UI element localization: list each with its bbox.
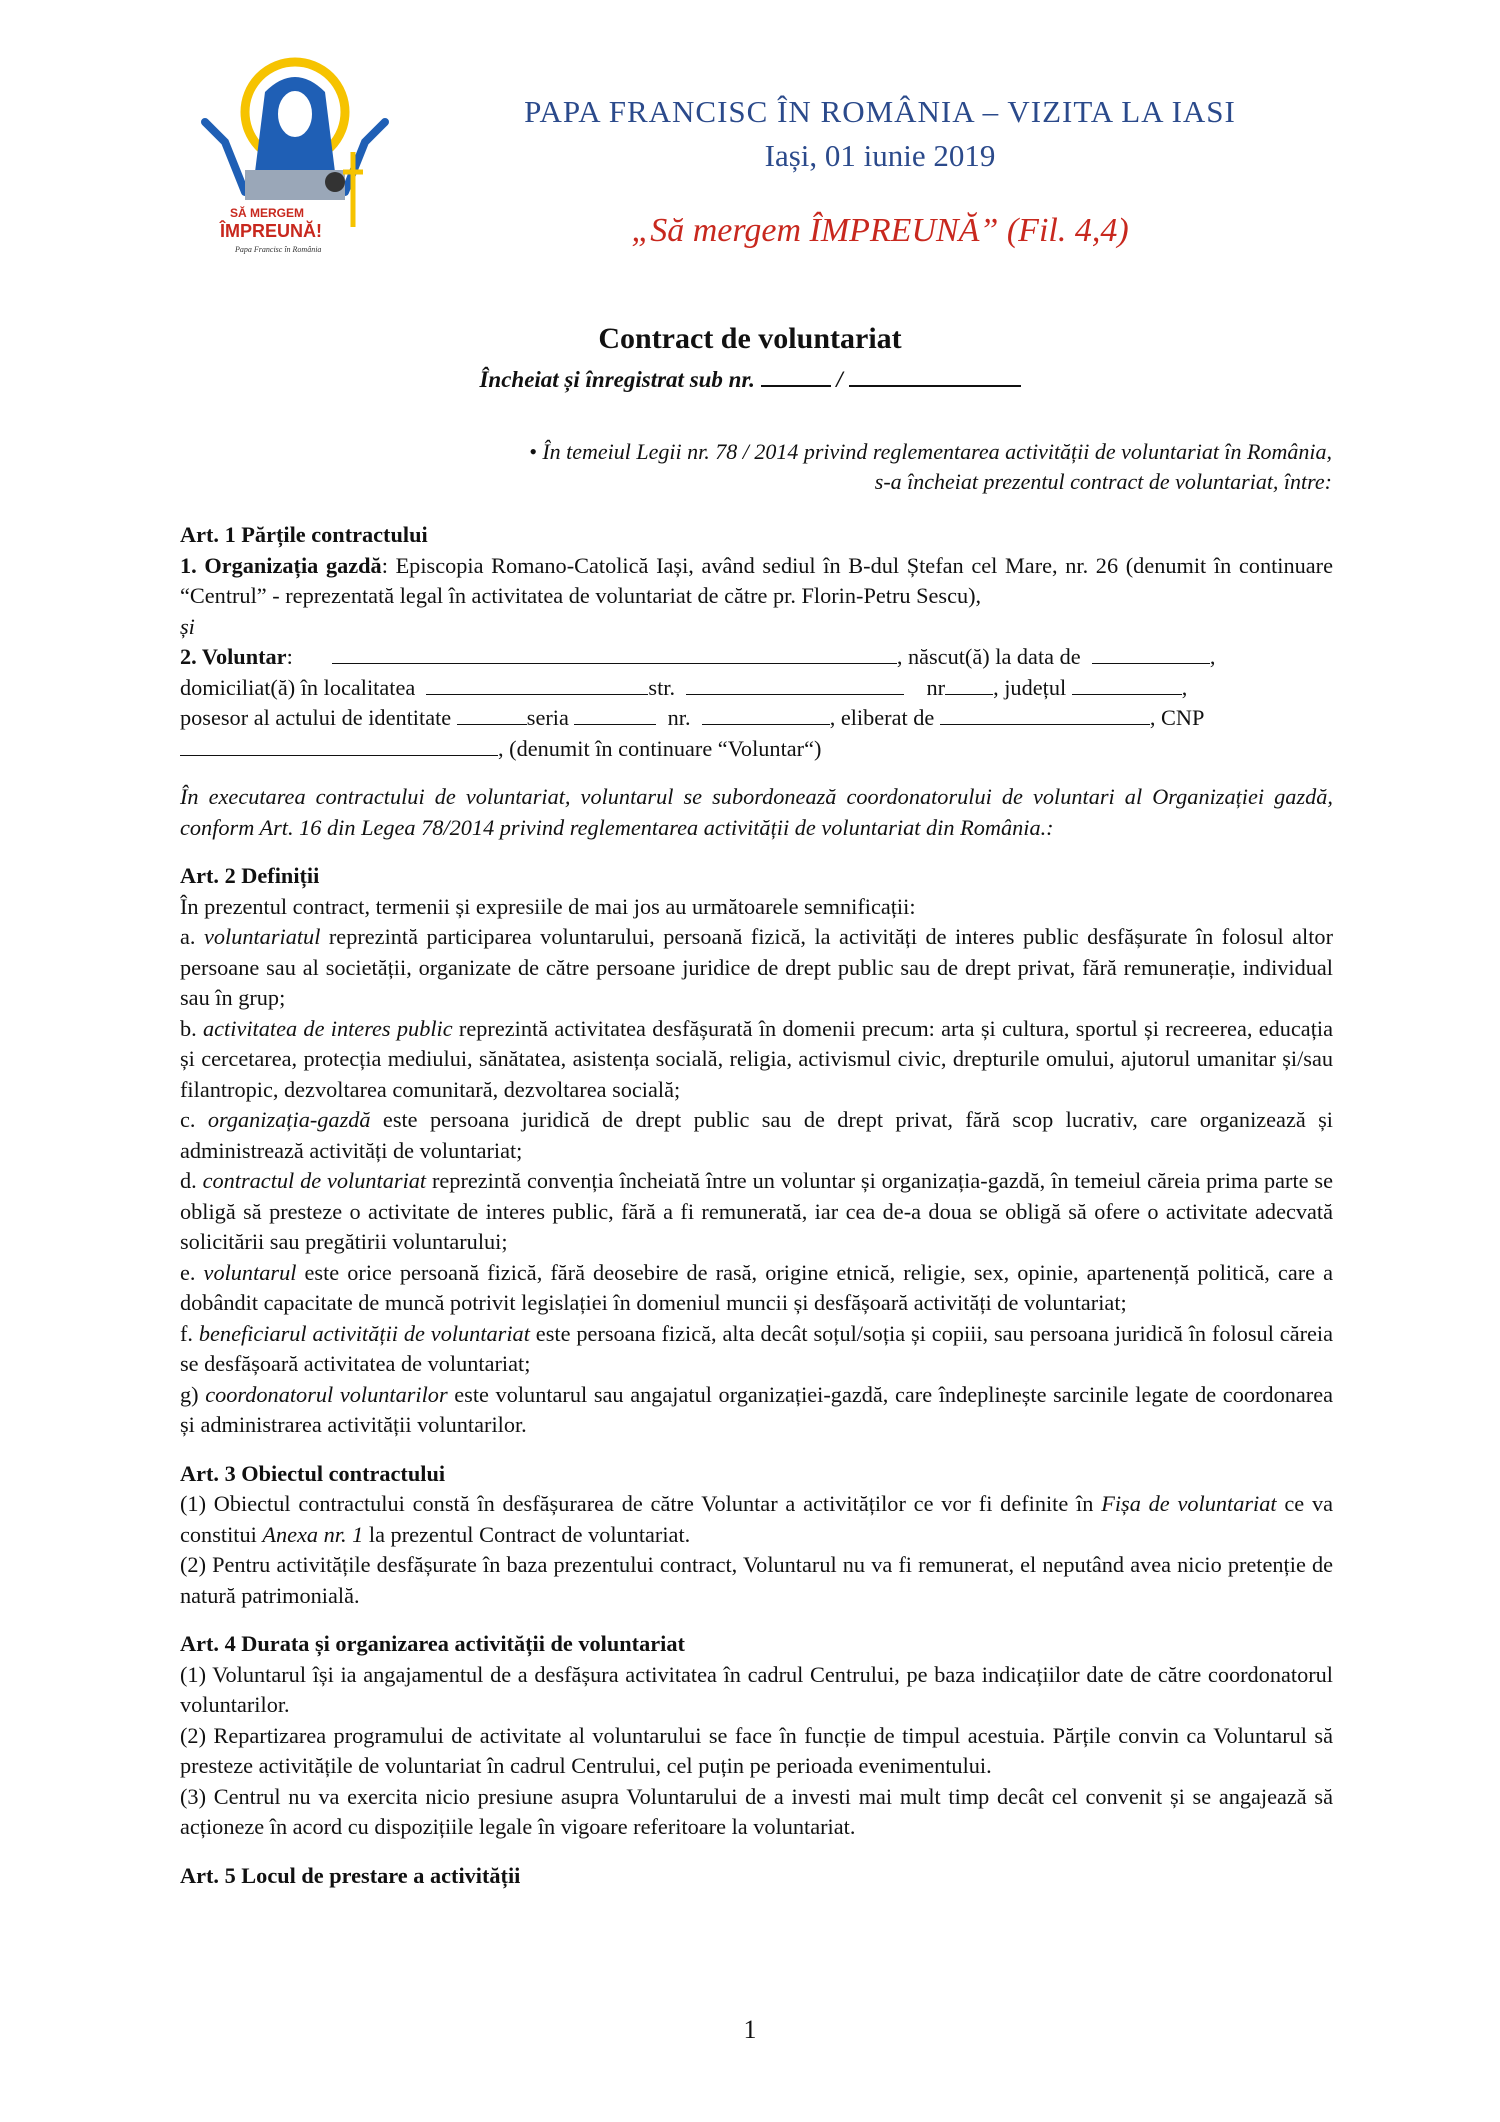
art3-heading: Art. 3 Obiectul contractului — [180, 1460, 446, 1486]
art4-heading: Art. 4 Durata și organizarea activității de voluntariat — [180, 1631, 685, 1656]
registration-number-field[interactable] — [761, 363, 831, 387]
born-label: , născut(ă) la data de — [896, 644, 1081, 669]
definition-b: b. activitatea de interes public reprezintă activitatea desfășurată în domenii precum: arta și cultura, sportul și recreerea, educația și cercetarea, protecția mediului, sănătatea, asistența socială, religia, activismul civic, drepturile omului, ajutorul umanitar și/sau filantropic, dezvoltarea comunitară, dezvoltarea socială; — [180, 1015, 1333, 1102]
registration-date-field[interactable] — [849, 363, 1021, 387]
definition-g: g) coordonatorul voluntarilor este voluntarul sau angajatul organizației-gazdă, care îndeplinește sarcinile legate de coordonarea și administrarea activității voluntarilor. — [180, 1381, 1333, 1437]
art2-heading: Art. 2 Definiții — [180, 863, 320, 888]
registration-line — [0, 363, 1500, 393]
logo-slogan-top: SĂ MERGEM — [230, 206, 305, 220]
definition-a: a. voluntariatul reprezintă participarea voluntarului, persoană fizică, la activități de interes public desfășurate în folosul altor persoane sau al societății, organizate de către persoane juridice de drept public sau de drept privat, fără remunerație, individual sau în grup; — [180, 924, 1334, 1010]
volunteer-line-1: 2. Voluntar: , născut(ă) la data de , — [180, 644, 1216, 669]
host-organization-paragraph — [180, 551, 1333, 612]
number-label: nr — [926, 674, 946, 700]
volunteer-line-4 — [180, 734, 1333, 765]
cnp-label: , CNP — [1149, 705, 1205, 730]
county-field[interactable] — [1072, 674, 1182, 695]
logo-slogan-bottom: ÎMPREUNĂ! — [220, 221, 322, 241]
cnp-field[interactable] — [180, 735, 498, 756]
page-number: 1 — [743, 2015, 757, 2044]
legal-basis-line1: • În temeiul Legii nr. 78 / 2014 privind reglementarea activității de voluntariat în România, — [529, 439, 1332, 464]
event-logo — [185, 52, 410, 267]
art1-heading: Art. 1 Părțile contractului — [180, 522, 428, 547]
art4-paragraph-2: (2) Repartizarea programului de activitate al voluntarului se face în funcție de timpul acestuia. Părțile convin ca Voluntarul să presteze activitățile de voluntariat în cadrul Centrului, cel puțin pe perioada evenimentului. — [180, 1722, 1333, 1778]
number-field[interactable] — [945, 674, 993, 695]
series-field[interactable] — [574, 704, 656, 725]
header-date: Iași, 01 iunie 2019 — [764, 138, 996, 173]
id-number-field[interactable] — [702, 704, 830, 725]
host-organization-text: : Episcopia Romano-Catolică Iași, având sediul în B-dul Ștefan cel Mare, nr. 26 (denumit în continuare “Centrul” - reprezentată legal în activitatea de voluntariat de către pr. Florin-Petru Sescu), — [180, 552, 1333, 608]
volunteer-line-3 — [180, 703, 1333, 734]
street-field[interactable] — [686, 674, 904, 695]
execution-note: În executarea contractului de voluntariat, voluntarul se subordonează coordonatorului de voluntari al Organizației gazdă, conform Art. 16 din Legea 78/2014 privind reglementarea activității de voluntariat din România.: — [180, 784, 1333, 840]
street-label: str. — [648, 674, 676, 700]
art5-heading: Art. 5 Locul de prestare a activității — [180, 1862, 521, 1888]
art4-paragraph-3: (3) Centrul nu va exercita nicio presiune asupra Voluntarului de a investi mai mult timp decât cel convenit și se angajează să acționeze în acord cu dispozițiile legale în vigoare referitoare la voluntariat. — [180, 1783, 1333, 1839]
legal-basis — [400, 437, 1332, 497]
art4-paragraph-1: (1) Voluntarul își ia angajamentul de a desfășura activitatea în cadrul Centrului, pe baza indicațiilor date de către coordonatorul voluntarilor. — [180, 1661, 1333, 1717]
and-conjunction: și — [180, 613, 195, 639]
art2-intro: În prezentul contract, termenii și expresiile de mai jos au următoarele semnificații: — [180, 893, 916, 919]
document-title: Contract de voluntariat — [598, 322, 902, 355]
volunteer-line-2: domiciliat(ă) în localitatea str. nr , județul , — [180, 674, 1188, 700]
volunteer-name-field[interactable] — [332, 643, 897, 664]
art3-paragraph-2: (2) Pentru activitățile desfășurate în baza prezentului contract, Voluntarul nu va fi remunerat, el neputând avea nicio pretenție de natură patrimonială. — [180, 1552, 1333, 1608]
host-organization-label: 1. Organizația gazdă — [180, 552, 382, 578]
registration-separator: / — [836, 367, 843, 392]
county-label: , județul — [993, 674, 1067, 700]
id-card-label: posesor al actului de identitate — [180, 705, 452, 730]
birth-date-field[interactable] — [1092, 643, 1210, 664]
registration-label: Încheiat și înregistrat sub nr. — [479, 367, 755, 392]
definition-f: f. beneficiarul activității de voluntariat este persoana fizică, alta decât soțul/soția și copiii, sau persoana juridică în folosul căreia se desfășoară activitatea de voluntariat; — [180, 1320, 1334, 1376]
header-motto: „Să mergem ÎMPREUNĂ” (Fil. 4,4) — [631, 212, 1129, 249]
definition-c: c. organizația-gazdă este persoana juridică de drept public sau de drept privat, fără scop lucrativ, care organizează și administrează activități de voluntariat; — [180, 1107, 1333, 1163]
art3-paragraph-1: (1) Obiectul contractului constă în desfășurarea de către Voluntar a activităților ce vor fi definite în Fișa de voluntariat ce va constitui Anexa nr. 1 la prezentul Contract de voluntariat. — [180, 1491, 1333, 1547]
volunteer-denomination: , (denumit în continuare “Voluntar“) — [498, 735, 822, 761]
legal-basis-line2: s-a încheiat prezentul contract de voluntariat, între: — [874, 469, 1332, 494]
definition-d: d. contractul de voluntariat reprezintă convenția încheiată între un voluntar și organizația-gazdă, în temeiul căreia prima parte se obligă să presteze o activitate de interes public, fără a fi remunerată, iar cea de-a doua se obligă să ofere o activitate adecvată solicitării sau pregătirii voluntarului; — [180, 1168, 1334, 1254]
header-event-title: PAPA FRANCISC ÎN ROMÂNIA – VIZITA LA IASI — [524, 94, 1236, 129]
contract-body — [180, 520, 1333, 1891]
id-type-field[interactable] — [457, 704, 527, 725]
issued-by-label: , eliberat de — [829, 705, 935, 730]
domicile-label: domiciliat(ă) în localitatea — [180, 674, 416, 700]
definition-e: e. voluntarul este orice persoană fizică, fără deosebire de rasă, origine etnică, religie, sex, opinie, apartenență politică, care a dobândit capacitate de muncă potrivit legislației în domeniul muncii și desfășoară activități de voluntariat; — [180, 1259, 1334, 1315]
issued-by-field[interactable] — [940, 704, 1150, 725]
locality-field[interactable] — [426, 674, 648, 695]
id-number-label: nr. — [667, 705, 691, 730]
series-label: seria — [526, 705, 569, 730]
logo-tagline: Papa Francisc în România — [235, 245, 322, 254]
volunteer-label: 2. Voluntar — [180, 644, 287, 669]
